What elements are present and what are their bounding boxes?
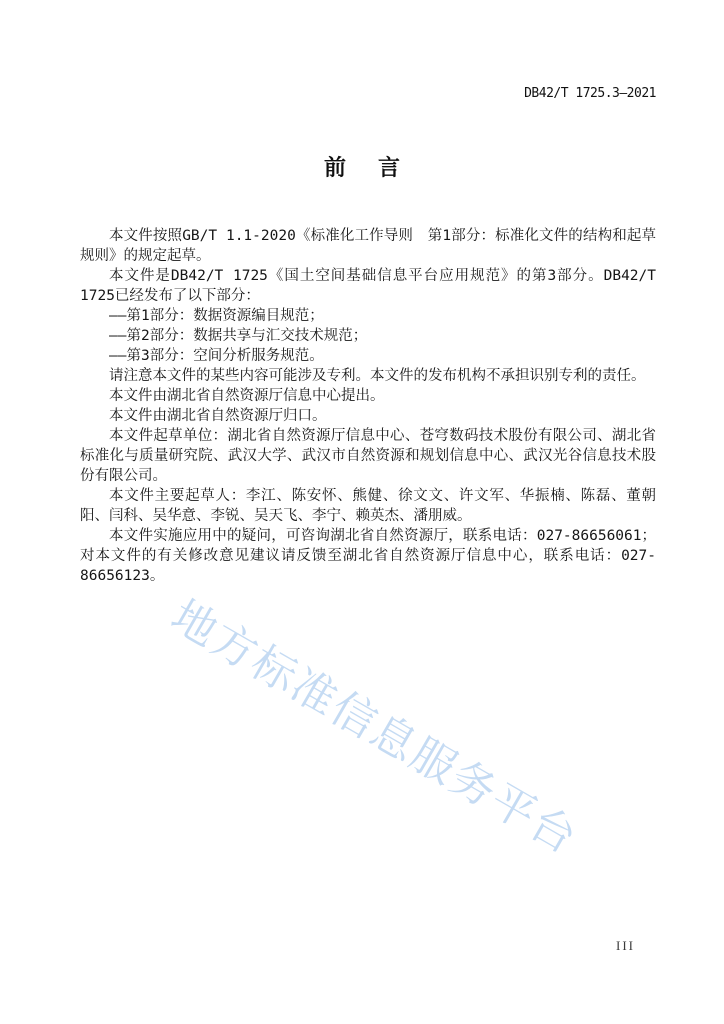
body-paragraph: ——第3部分：空间分析服务规范。 [109, 348, 324, 364]
page-number: III [616, 938, 635, 953]
body-paragraph: 本文件由湖北省自然资源厅归口。 [109, 408, 327, 424]
watermark-text: 地方标准信息服务平台 [162, 590, 587, 865]
body-paragraph: ——第1部分：数据资源编目规范； [109, 308, 324, 324]
body-paragraph: 本文件主要起草人：李江、陈安怀、熊健、徐文文、许文军、华振楠、陈磊、董朝阳、闫科、吴华意、李锐、吴天飞、李宁、赖英杰、潘朋威。 [80, 488, 656, 524]
body-paragraph: 本文件按照GB/T 1.1-2020《标准化工作导则 第1部分：标准化文件的结构和起草规则》的规定起草。 [80, 228, 656, 264]
foreword-body [80, 226, 656, 586]
page-title: 前言 [323, 156, 432, 181]
body-paragraph: 请注意本文件的某些内容可能涉及专利。本文件的发布机构不承担识别专利的责任。 [109, 368, 646, 384]
body-paragraph: 本文件是DB42/T 1725《国土空间基础信息平台应用规范》的第3部分。DB42/T 1725已经发布了以下部分： [80, 268, 656, 304]
standard-code: DB42/T 1725.3—2021 [524, 86, 656, 101]
body-paragraph: ——第2部分：数据共享与汇交技术规范； [109, 328, 368, 344]
body-paragraph: 本文件实施应用中的疑问，可咨询湖北省自然资源厅，联系电话：027-86656061；对本文件的有关修改意见建议请反馈至湖北省自然资源厅信息中心，联系电话：027-86656123。 [80, 528, 656, 584]
body-paragraph: 本文件由湖北省自然资源厅信息中心提出。 [109, 388, 385, 404]
body-paragraph: 本文件起草单位：湖北省自然资源厅信息中心、苍穹数码技术股份有限公司、湖北省标准化与质量研究院、武汉大学、武汉市自然资源和规划信息中心、武汉光谷信息技术股份有限公司。 [80, 428, 656, 484]
